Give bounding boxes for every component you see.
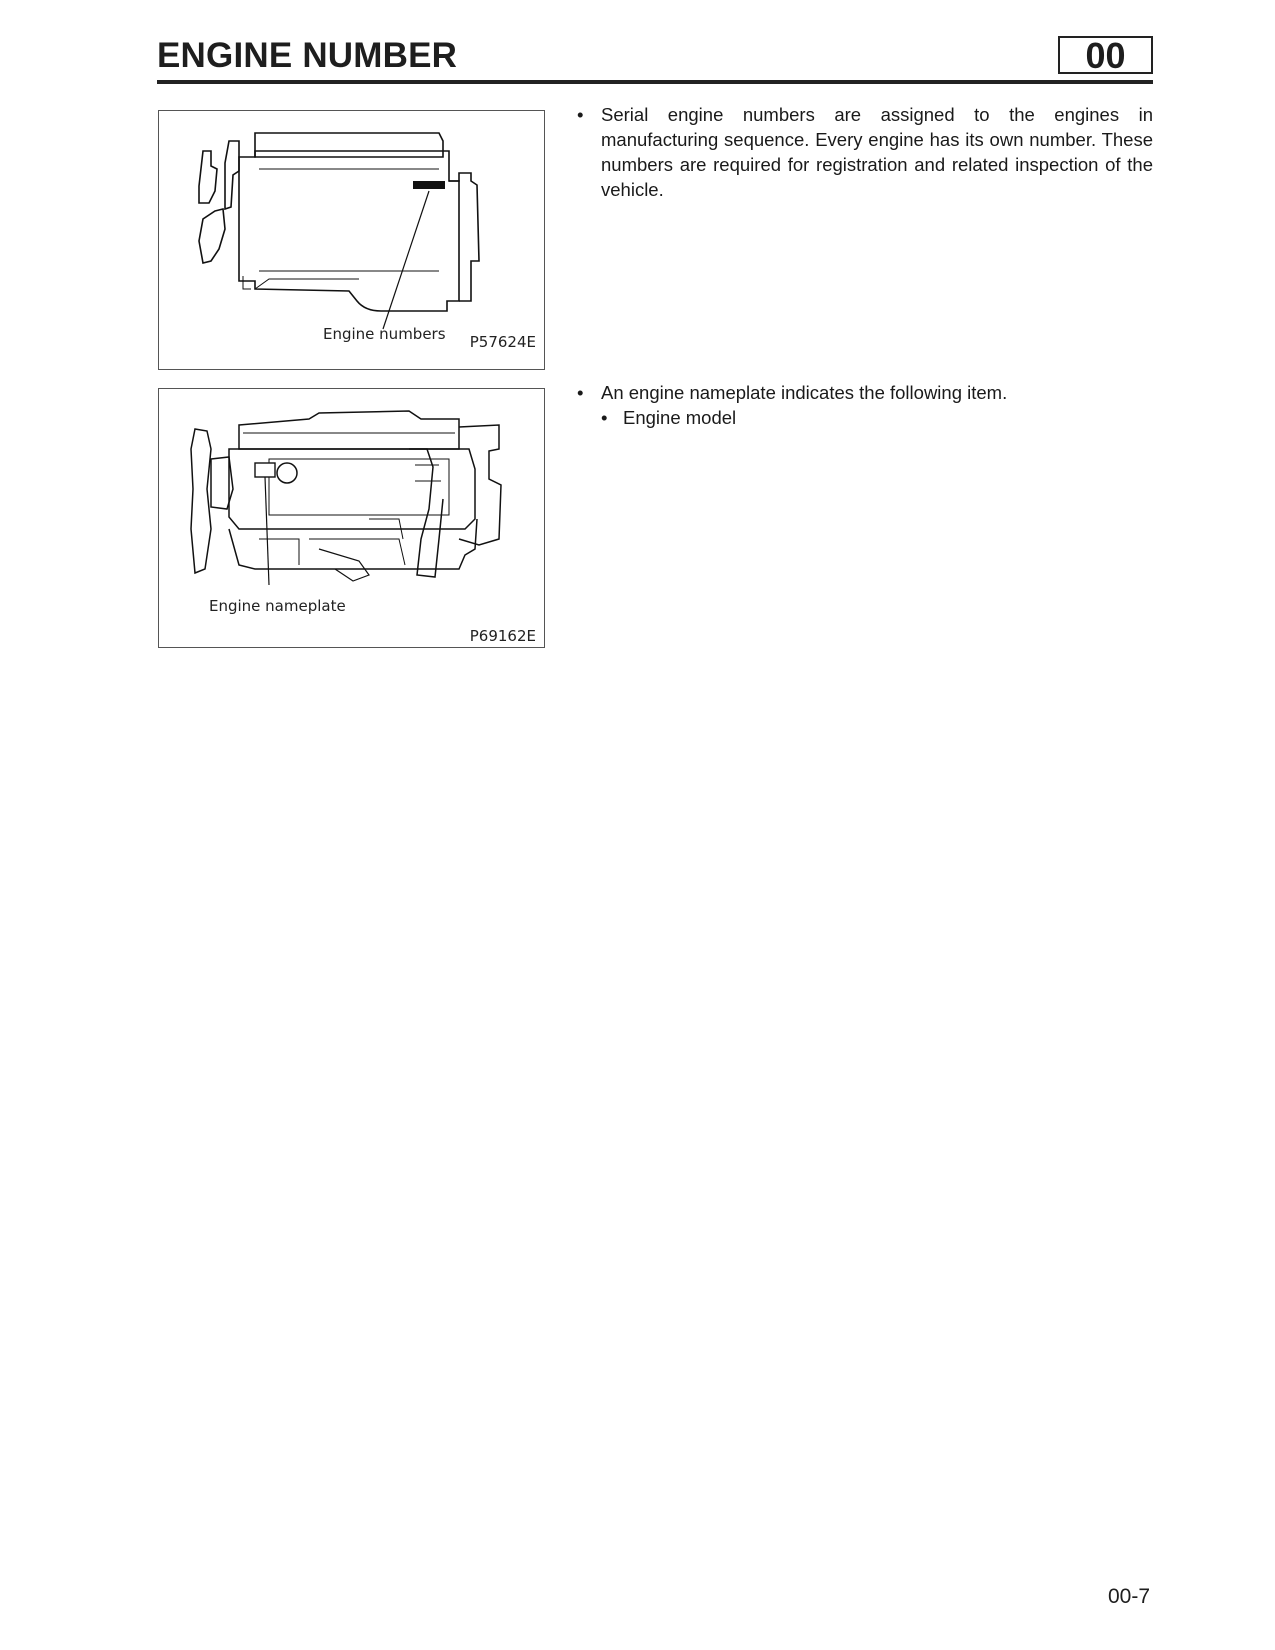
header-rule bbox=[157, 80, 1153, 84]
text-block-serial-numbers bbox=[577, 102, 1153, 202]
text-block-nameplate bbox=[577, 380, 1153, 430]
page-number: 00-7 bbox=[1108, 1585, 1151, 1608]
bullet-paragraph: • An engine nameplate indicates the following item. bbox=[577, 380, 1153, 405]
sub-bullet-item: • Engine model bbox=[577, 405, 1153, 430]
bullet-paragraph: • Serial engine numbers are assigned to the engines in manufacturing sequence. Every engine has its own number. These numbers are required for registration and related inspection of the vehicle. bbox=[577, 102, 1153, 202]
figure-code: P69162E bbox=[469, 627, 536, 645]
figure-engine-nameplate bbox=[158, 388, 545, 648]
figure-engine-numbers bbox=[158, 110, 545, 370]
figure-label: Engine numbers bbox=[323, 325, 446, 343]
page-title: ENGINE NUMBER bbox=[157, 36, 458, 75]
section-number-box: 00 bbox=[1058, 36, 1153, 74]
figure-code: P57624E bbox=[469, 333, 536, 351]
figure-label: Engine nameplate bbox=[209, 597, 346, 615]
